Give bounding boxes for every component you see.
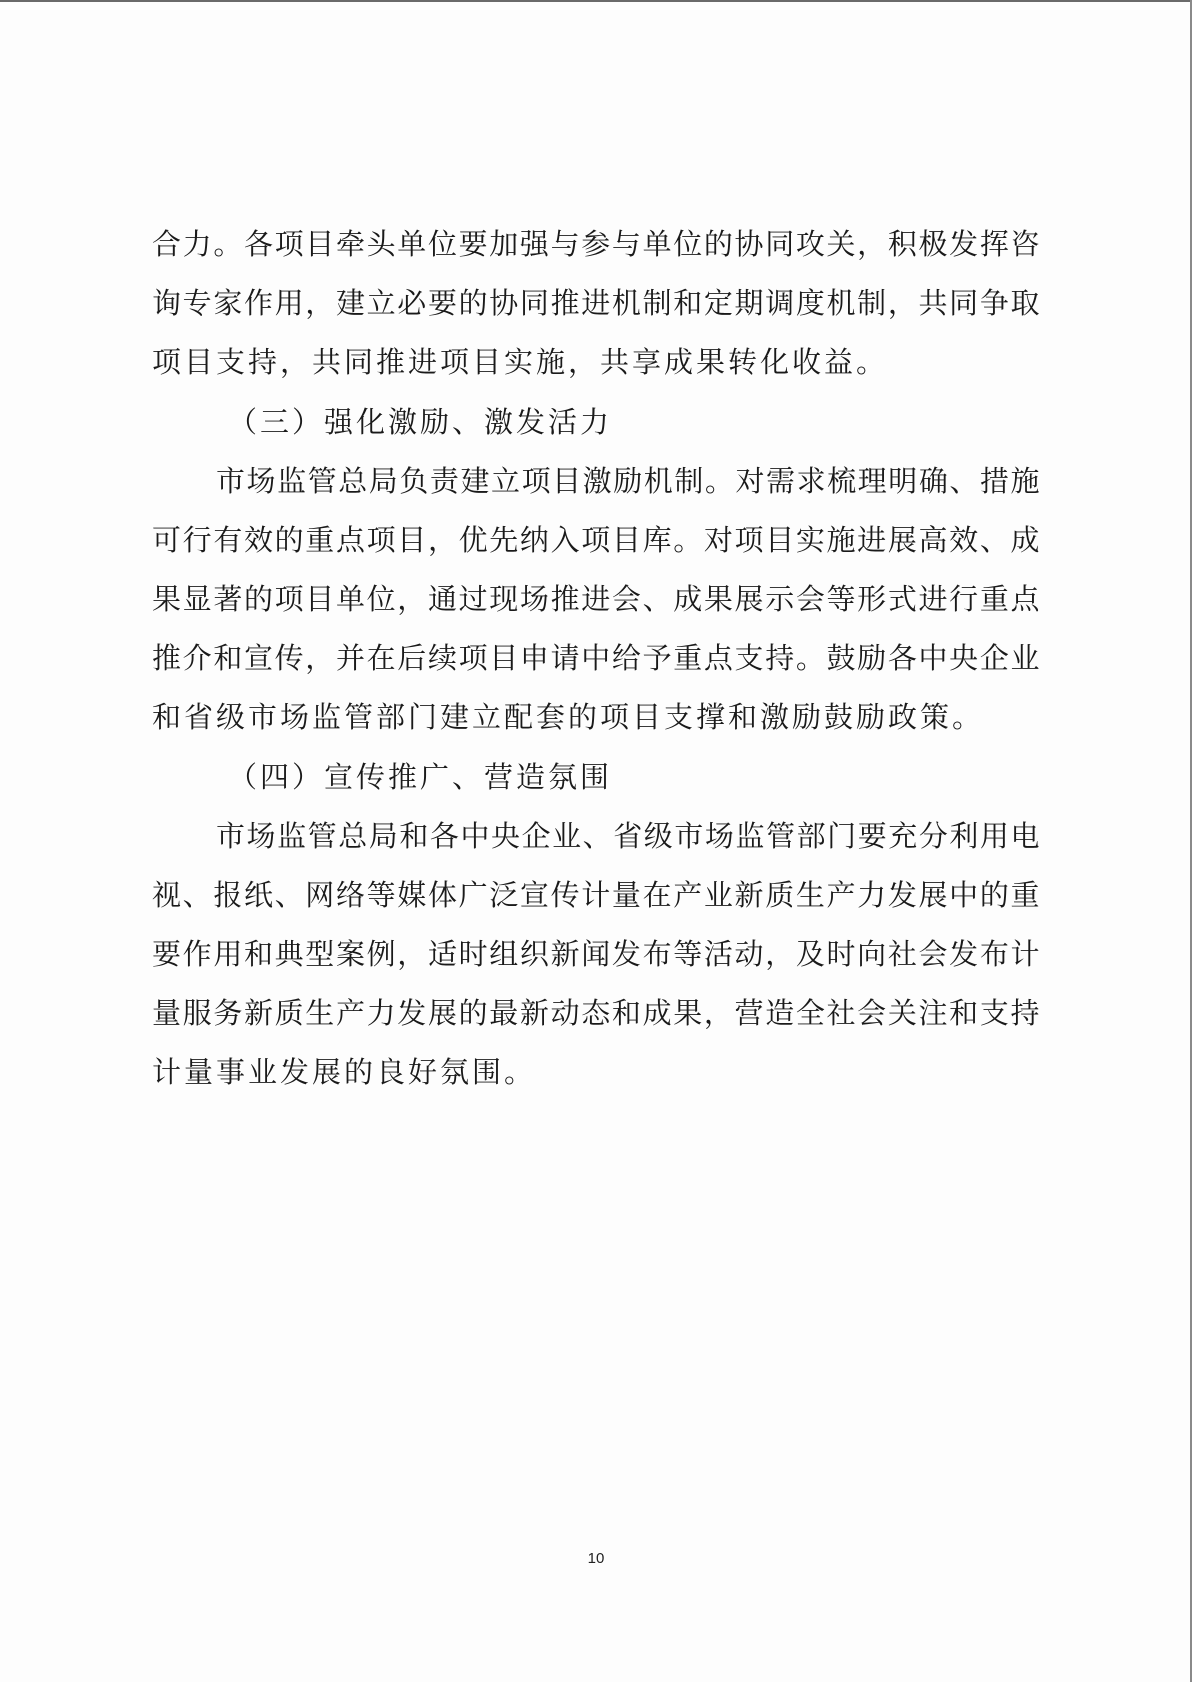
paragraph-1 (152, 215, 1040, 392)
section-heading-4: （四）宣传推广、营造氛围 (228, 760, 613, 794)
paragraph-line: 推介和宣传，并在后续项目申请中给予重点支持。鼓励各中央企业 (152, 641, 1040, 675)
paragraph-line: 询专家作用，建立必要的协同推进机制和定期调度机制，共同争取 (152, 286, 1040, 320)
page-number: 10 (587, 1550, 605, 1567)
paragraph-line: 市场监管总局和各中央企业、省级市场监管部门要充分利用电 (216, 819, 1040, 853)
paragraph-line: 可行有效的重点项目，优先纳入项目库。对项目实施进展高效、成 (152, 523, 1040, 557)
paragraph-3 (152, 807, 1040, 1102)
paragraph-line: 和省级市场监管部门建立配套的项目支撑和激励鼓励政策。 (152, 700, 985, 734)
paragraph-line: 要作用和典型案例，适时组织新闻发布等活动，及时向社会发布计 (152, 937, 1040, 971)
section-heading-3: （三）强化激励、激发活力 (228, 405, 613, 439)
paragraph-line: 果显著的项目单位，通过现场推进会、成果展示会等形式进行重点 (152, 582, 1040, 616)
document-body (152, 215, 1040, 1102)
paragraph-line: 合力。各项目牵头单位要加强与参与单位的协同攻关，积极发挥咨 (152, 227, 1040, 261)
scan-edge-top (0, 0, 1192, 2)
paragraph-line: 市场监管总局负责建立项目激励机制。对需求梳理明确、措施 (216, 464, 1040, 498)
paragraph-line: 项目支持，共同推进项目实施，共享成果转化收益。 (152, 345, 889, 379)
paragraph-line: 量服务新质生产力发展的最新动态和成果，营造全社会关注和支持 (152, 996, 1040, 1030)
paragraph-2 (152, 452, 1040, 747)
paragraph-line: 计量事业发展的良好氛围。 (152, 1055, 537, 1089)
paragraph-line: 视、报纸、网络等媒体广泛宣传计量在产业新质生产力发展中的重 (152, 878, 1040, 912)
